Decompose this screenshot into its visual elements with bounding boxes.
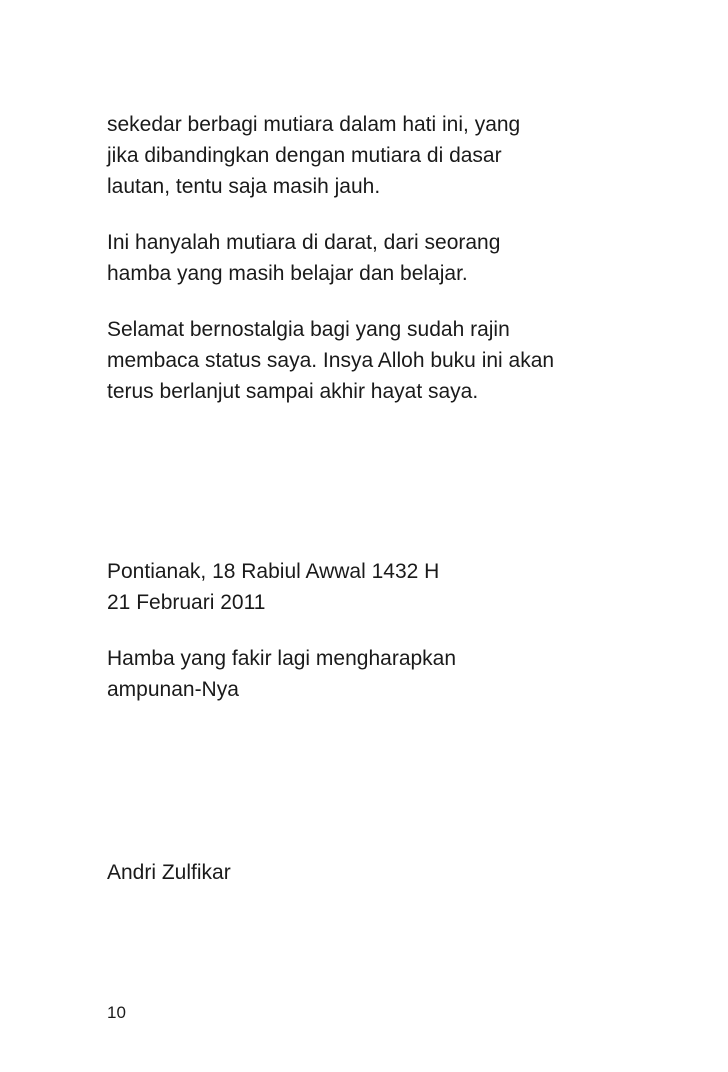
author-name: Andri Zulfikar [107,861,231,884]
paragraph-3 [107,314,637,407]
signature-closing [107,643,637,705]
signature-place-date [107,556,637,618]
paragraph-1 [107,109,637,202]
text-line: Ini hanyalah mutiara di darat, dari seorang [107,231,501,254]
text-line: terus berlanjut sampai akhir hayat saya. [107,380,479,403]
text-line: membaca status saya. Insya Alloh buku ini akan [107,349,555,372]
closing-line: ampunan-Nya [107,678,239,701]
paragraph-2 [107,227,637,289]
signature-author [107,857,637,888]
place-date-hijri: Pontianak, 18 Rabiul Awwal 1432 H [107,560,440,583]
page-number: 10 [107,1003,126,1022]
date-gregorian: 21 Februari 2011 [107,591,266,614]
text-line: sekedar berbagi mutiara dalam hati ini, yang [107,113,521,136]
text-line: lautan, tentu saja masih jauh. [107,175,381,198]
text-line: jika dibandingkan dengan mutiara di dasar [107,144,502,167]
text-line: Selamat bernostalgia bagi yang sudah rajin [107,318,510,341]
text-line: hamba yang masih belajar dan belajar. [107,262,468,285]
closing-line: Hamba yang fakir lagi mengharapkan [107,647,457,670]
